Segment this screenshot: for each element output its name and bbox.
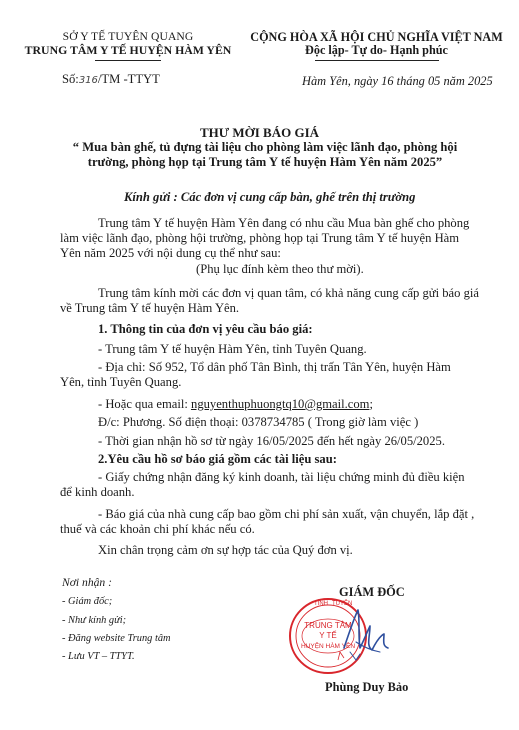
para2-line1: Trung tâm kính mời các đơn vị quan tâm, có khả năng cung cấp gửi báo giá [98, 286, 479, 300]
section1-contact: Đ/c: Phương. Số điện thoại: 0378734785 ( Trong giờ làm việc ) [98, 415, 419, 429]
document-number [62, 72, 160, 87]
closing-line: Xin chân trọng cảm ơn sự hợp tác của Quý đơn vị. [98, 543, 353, 557]
doc-no-handwritten: 316 [78, 75, 98, 86]
recipient-line: Kính gửi : Các đơn vị cung cấp bàn, ghế trên thị trường [124, 190, 416, 204]
section2-title: 2.Yêu cầu hồ sơ báo giá gồm các tài liệu sau: [98, 452, 337, 466]
email-label: - Hoặc qua email: [98, 397, 192, 411]
section1-unit: - Trung tâm Y tế huyện Hàm Yên, tỉnh Tuyên Quang. [98, 342, 367, 356]
section2-item1-line2: để kinh doanh. [60, 485, 135, 499]
header-right-rule [315, 60, 439, 61]
para1-line2: làm việc lãnh đạo, phòng hội trường, phòng họp tại Trung tâm Y tế huyện Hàm [60, 231, 460, 245]
section1-time: - Thời gian nhận hồ sơ từ ngày 16/05/2025 đến hết ngày 26/05/2025. [98, 434, 445, 448]
para2-line2: về Trung tâm Y tế huyện Hàm Yên. [60, 301, 240, 315]
subject-line-1: “ Mua bàn ghế, tủ đựng tài liệu cho phòng làm việc lãnh đạo, phòng hội [72, 140, 458, 154]
stamp-text-center-3: HUYỆN HÀM YÊN [300, 643, 356, 650]
section1-address-line1: - Địa chỉ: Số 952, Tổ dân phố Tân Bình, thị trấn Tân Yên, huyện Hàm [98, 360, 451, 374]
header-organization: TRUNG TÂM Y TẾ HUYỆN HÀM YÊN [24, 43, 232, 57]
section2-item1-line1: - Giấy chứng nhận đăng ký kinh doanh, tài liệu chứng minh đủ điều kiện [98, 470, 465, 484]
svg-text:TỈNH: TỈNH [314, 601, 328, 607]
email-end: ; [369, 397, 373, 411]
stamp-text-center: TRUNG TÂM [304, 621, 352, 630]
header-agency: SỞ Y TẾ TUYÊN QUANG [62, 30, 194, 43]
place-date: Hàm Yên, ngày 16 tháng 05 năm 2025 [302, 74, 493, 88]
doc-no-prefix: Số: [62, 72, 79, 86]
svg-text:TUYÊN: TUYÊN [332, 601, 353, 607]
section1-title: 1. Thông tin của đơn vị yêu cầu báo giá: [98, 322, 313, 336]
signer-title: GIÁM ĐỐC [339, 585, 405, 599]
para1-line1: Trung tâm Y tế huyện Hàm Yên đang có nhu cầu Mua bàn ghế cho phòng [98, 216, 470, 230]
recipient-item: - Đăng website Trung tâm [62, 633, 171, 644]
section2-item2-line2: thuế và các khoản chi phí khác nếu có. [60, 522, 255, 536]
recipient-item: - Như kính gửi; [62, 615, 127, 626]
stamp-text-center-2: Y TẾ [319, 631, 337, 640]
section1-email-line [98, 397, 373, 413]
appendix-note: (Phụ lục đính kèm theo thư mời). [196, 262, 364, 276]
document-title: THƯ MỜI BÁO GIÁ [199, 125, 320, 140]
header-motto: Độc lập- Tự do- Hạnh phúc [305, 43, 448, 57]
recipient-item: - Giám đốc; [62, 596, 113, 607]
header-country: CỘNG HÒA XÃ HỘI CHỦ NGHĨA VIỆT NAM [250, 30, 503, 44]
official-stamp [280, 590, 392, 682]
email-link[interactable]: nguyenthuphuongtq10@gmail.com [191, 397, 370, 411]
section1-address-line2: Yên, tỉnh Tuyên Quang. [60, 375, 182, 389]
section2-item2-line1: - Báo giá của nhà cung cấp bao gồm chi phí sản xuất, vận chuyển, lắp đặt , [98, 507, 475, 521]
signer-name: Phùng Duy Bảo [325, 680, 409, 694]
header-left-rule [95, 60, 161, 61]
subject-line-2: trường, phòng họp tại Trung tâm Y tế huyện Hàm Yên năm 2025” [87, 155, 443, 169]
para1-line3: Yên năm 2025 với nội dung cụ thể như sau: [60, 246, 281, 260]
recipients-label: Nơi nhận : [62, 576, 112, 589]
recipient-item: - Lưu VT – TTYT. [62, 651, 135, 662]
doc-no-suffix: /TM -TTYT [97, 72, 160, 86]
